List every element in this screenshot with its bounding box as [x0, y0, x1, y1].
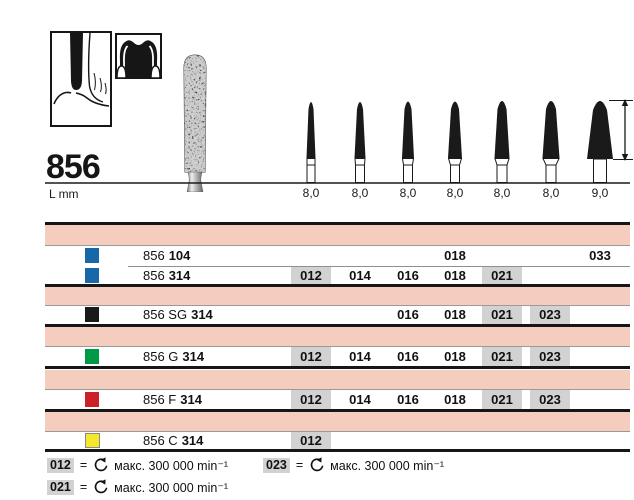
length-value: 8,0: [542, 186, 560, 200]
legend-size-badge: 012: [47, 458, 74, 473]
color-square-blue: [85, 248, 99, 263]
bur-silhouette-7: [587, 101, 613, 183]
pink-band: [45, 412, 630, 432]
speed-legend: [45, 453, 630, 499]
table-row-856-104: [45, 246, 630, 266]
color-square-red: [85, 392, 99, 407]
row-label: 856 F 314: [143, 392, 202, 407]
color-square-black: [85, 307, 99, 322]
pink-band: [45, 225, 630, 246]
bur-silhouettes: [0, 0, 634, 215]
row-label: 856 314: [143, 268, 191, 283]
size-cell: 018: [444, 268, 466, 283]
rotation-speed-icon: [93, 479, 109, 495]
size-cell: 021: [482, 390, 522, 409]
legend-max-speed: макс. 300 000 min⁻¹: [114, 480, 229, 495]
pink-band: [45, 287, 630, 306]
row-label: 856 104: [143, 248, 191, 263]
legend-item: [47, 479, 228, 495]
equals-sign: =: [295, 458, 304, 472]
rotation-speed-icon: [93, 457, 109, 473]
size-cell: 018: [444, 307, 466, 322]
length-value: 8,0: [351, 186, 369, 200]
size-cell: 023: [530, 306, 570, 324]
color-square-blue: [85, 268, 99, 283]
pink-band: [45, 327, 630, 347]
size-cell: 021: [482, 347, 522, 366]
row-label: 856 G 314: [143, 349, 205, 364]
size-cell: 033: [589, 248, 611, 263]
table-row-856-314: [45, 267, 630, 284]
table-row-856-g-314: [45, 347, 630, 366]
legend-size-badge: 023: [263, 458, 290, 473]
length-value: 8,0: [493, 186, 511, 200]
length-value: 9,0: [591, 186, 609, 200]
bur-silhouette-1: [307, 102, 316, 183]
table-row-856-c-314: [45, 432, 630, 449]
legend-max-speed: макс. 300 000 min⁻¹: [330, 458, 445, 473]
color-square-green: [85, 349, 99, 364]
size-cell: 012: [291, 432, 331, 449]
size-cell: 021: [482, 306, 522, 324]
size-cell: 018: [444, 248, 466, 263]
bur-silhouette-5: [495, 101, 510, 183]
size-cell: 014: [349, 268, 371, 283]
dimension-arrow-icon: [609, 99, 633, 161]
figure-number: 856: [46, 148, 100, 186]
bur-silhouette-3: [402, 102, 414, 183]
sizes-table: [45, 220, 630, 456]
length-value: 8,0: [446, 186, 464, 200]
legend-size-badge: 021: [47, 480, 74, 495]
size-cell: 018: [444, 392, 466, 407]
divider: [45, 449, 630, 452]
size-cell: 012: [291, 267, 331, 284]
bur-silhouette-2: [355, 102, 366, 183]
rotation-speed-icon: [309, 457, 325, 473]
size-cell: 023: [530, 347, 570, 366]
table-row-856-f-314: [45, 390, 630, 409]
equals-sign: =: [79, 458, 88, 472]
length-unit-label: L mm: [49, 187, 79, 201]
legend-max-speed: макс. 300 000 min⁻¹: [114, 458, 229, 473]
bur-silhouette-6: [543, 101, 560, 183]
size-cell: 018: [444, 349, 466, 364]
length-value: 8,0: [399, 186, 417, 200]
bur-silhouette-4: [448, 102, 462, 183]
size-cell: 012: [291, 390, 331, 409]
size-cell: 016: [397, 268, 419, 283]
row-label: 856 SG 314: [143, 307, 213, 322]
size-cell: 016: [397, 392, 419, 407]
size-cell: 016: [397, 349, 419, 364]
size-cell: 023: [530, 390, 570, 409]
legend-item: [47, 457, 228, 473]
size-cell: 016: [397, 307, 419, 322]
pink-band: [45, 370, 630, 390]
table-row-856-sg-314: [45, 306, 630, 324]
size-cell: 014: [349, 392, 371, 407]
color-square-yellow: [85, 433, 100, 448]
length-value: 8,0: [302, 186, 320, 200]
legend-item: [263, 457, 444, 473]
row-label: 856 C 314: [143, 433, 204, 448]
size-cell: 012: [291, 347, 331, 366]
divider: [45, 366, 630, 369]
size-cell: 014: [349, 349, 371, 364]
equals-sign: =: [79, 480, 88, 494]
size-cell: 021: [482, 267, 522, 284]
